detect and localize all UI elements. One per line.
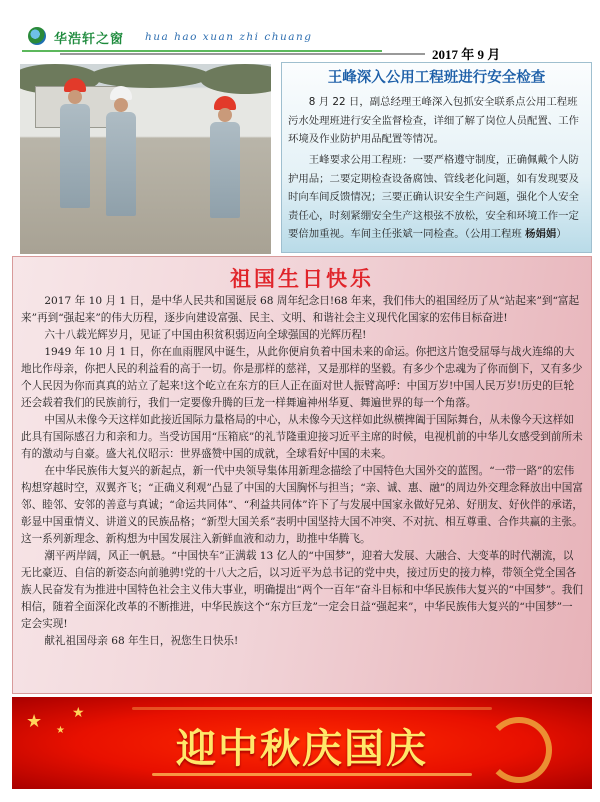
worker xyxy=(208,96,242,226)
swirl-decoration xyxy=(132,707,492,710)
issue-date: 2017 年 9 月 xyxy=(432,47,501,62)
star-icon: ★ xyxy=(56,725,65,736)
article-paragraph: 2017 年 10 月 1 日，是中华人民共和国诞辰 68 周年纪念日!68 年来，我们伟大的祖国经历了从“站起来”到“富起来”再到“强起来”的伟大历程，逐步向建设富强、民主、文明、和谐社会主义现代化国家的宏伟目标奋进! xyxy=(21,295,580,324)
birthday-article-title: 祖国生日快乐 xyxy=(230,266,374,291)
festival-banner xyxy=(12,697,592,789)
worker xyxy=(58,78,92,208)
logo-text: 华浩轩之窗 xyxy=(54,32,125,47)
logo-pinyin: hua hao xuan zhi chuang xyxy=(145,31,313,43)
tree xyxy=(200,64,271,94)
logo-icon xyxy=(28,27,46,45)
article-paragraph: 在中华民族伟大复兴的新起点，新一代中央领导集体用新理念描绘了中国特色大国外交的蓝图。“一带一路”的宏伟构想穿越时空，双翼齐飞；“正确义利观”凸显了中国的大国胸怀与担当；“亲、诚、惠、融”的周边外交理念释放出中国富邻、睦邻、安邻的善意与真诚；“命运共同体”、“利益共同体”许下了与发展中国家永做好兄弟、好朋友、好伙伴的承诺，彰显中国重情义、讲道义的民族品格；“新型大国关系”表明中国坚持大国不冲突、不对抗、相互尊重、合作共赢的主张。这一系列新理念、新构想为中国发展注入新鲜血液和动力，助推中华腾飞。 xyxy=(21,465,583,545)
article-paragraph: 六十八载光辉岁月，见证了中国由积贫积弱迈向全球强国的光辉历程! xyxy=(44,329,367,341)
star-icon: ★ xyxy=(26,711,43,732)
worker xyxy=(104,86,138,216)
article-paragraph: 潮平两岸阔，风正一帆悬。“中国快车”正满载 13 亿人的“中国梦”，迎着大发展、大融合、大变革的时代潮流，以无比豪迈、自信的新姿态向前驰骋!党的十八大之后，以习近平为总书记的党中央，接过历史的接力棒，带领全党全国各族人民奋发有为推进中国特色社会主义伟大事业，明确提出“两个一百年”奋斗目标和中华民族伟大复兴的“中国梦”。我们相信，随着全面深化改革的不断推进，中华民族这个“东方巨龙”一定会日益“强起来”，中华民族伟大复兴的“中国梦”一定会实现! xyxy=(21,550,583,630)
safety-paragraph xyxy=(288,151,584,244)
safety-article-title: 王峰深入公用工程班进行安全检查 xyxy=(327,70,546,86)
header-divider xyxy=(22,50,382,52)
article-paragraph: 1949 年 10 月 1 日，你在血雨腥风中诞生，从此你便肩负着中国未来的命运。你把这片饱受屈辱与战火连绵的大地比作母亲，你把人民的利益看的高于一切。你是那样的慈祥，又是那样的坚毅。有多少个忠魂为了你而倒下，又有多少个人民因为你而真真的站立了起来!这个屹立在东方的巨人正在面对世人振臂高呼：中国万岁!中国人民万岁!历史的巨轮还会载着我们的民族前行，我们一定要像升腾的巨龙一样舞遍神州华夏、舞遍世界的每一个角落。 xyxy=(21,346,583,409)
safety-article xyxy=(281,62,592,253)
header-divider-shadow xyxy=(60,53,425,55)
star-icon: ★ xyxy=(72,705,85,721)
safety-paragraph: 8 月 22 日，副总经理王峰深入包抓安全联系点公用工程班污水处理班进行安全监督检查，详细了解了岗位人员配置、工作环境及作业防护用品配置等情况。 xyxy=(288,96,579,145)
article-paragraph: 献礼祖国母亲 68 年生日，祝您生日快乐! xyxy=(44,635,239,647)
tree xyxy=(90,64,210,88)
banner-text: 迎中秋庆国庆 xyxy=(176,725,428,772)
birthday-article xyxy=(12,256,592,694)
author: 杨娟娟 xyxy=(525,228,557,240)
safety-paragraph-text: 王峰要求公用工程班：一要严格遵守制度，正确佩戴个人防护用品；二要定期检查设备腐蚀、管线老化问题，如有发现要及时向车间反馈情况；三要正确认识安全生产问题，强化个人安全责任心，时刻紧绷安全生产这根弦不放松，安全和环境工作一定要倍加重视。车间主任张斌一同检查。（公用工程班 xyxy=(288,154,579,240)
inspection-photo xyxy=(20,64,271,254)
article-body xyxy=(21,293,583,650)
author-close: ） xyxy=(556,228,567,240)
article-paragraph: 中国从未像今天这样如此接近国际力量格局的中心，从未像今天这样如此纵横捭阖于国际舞台，从未像今天这样如此具有国际感召力和亲和力。当受访国用“压箱底”的礼节隆重迎接习近平主席的时候，电视机前的中华儿女感受到前所未有的激动与自豪。盛大礼仪昭示：世界盛赞中国的成就，全球看好中国的未来。 xyxy=(21,414,583,460)
